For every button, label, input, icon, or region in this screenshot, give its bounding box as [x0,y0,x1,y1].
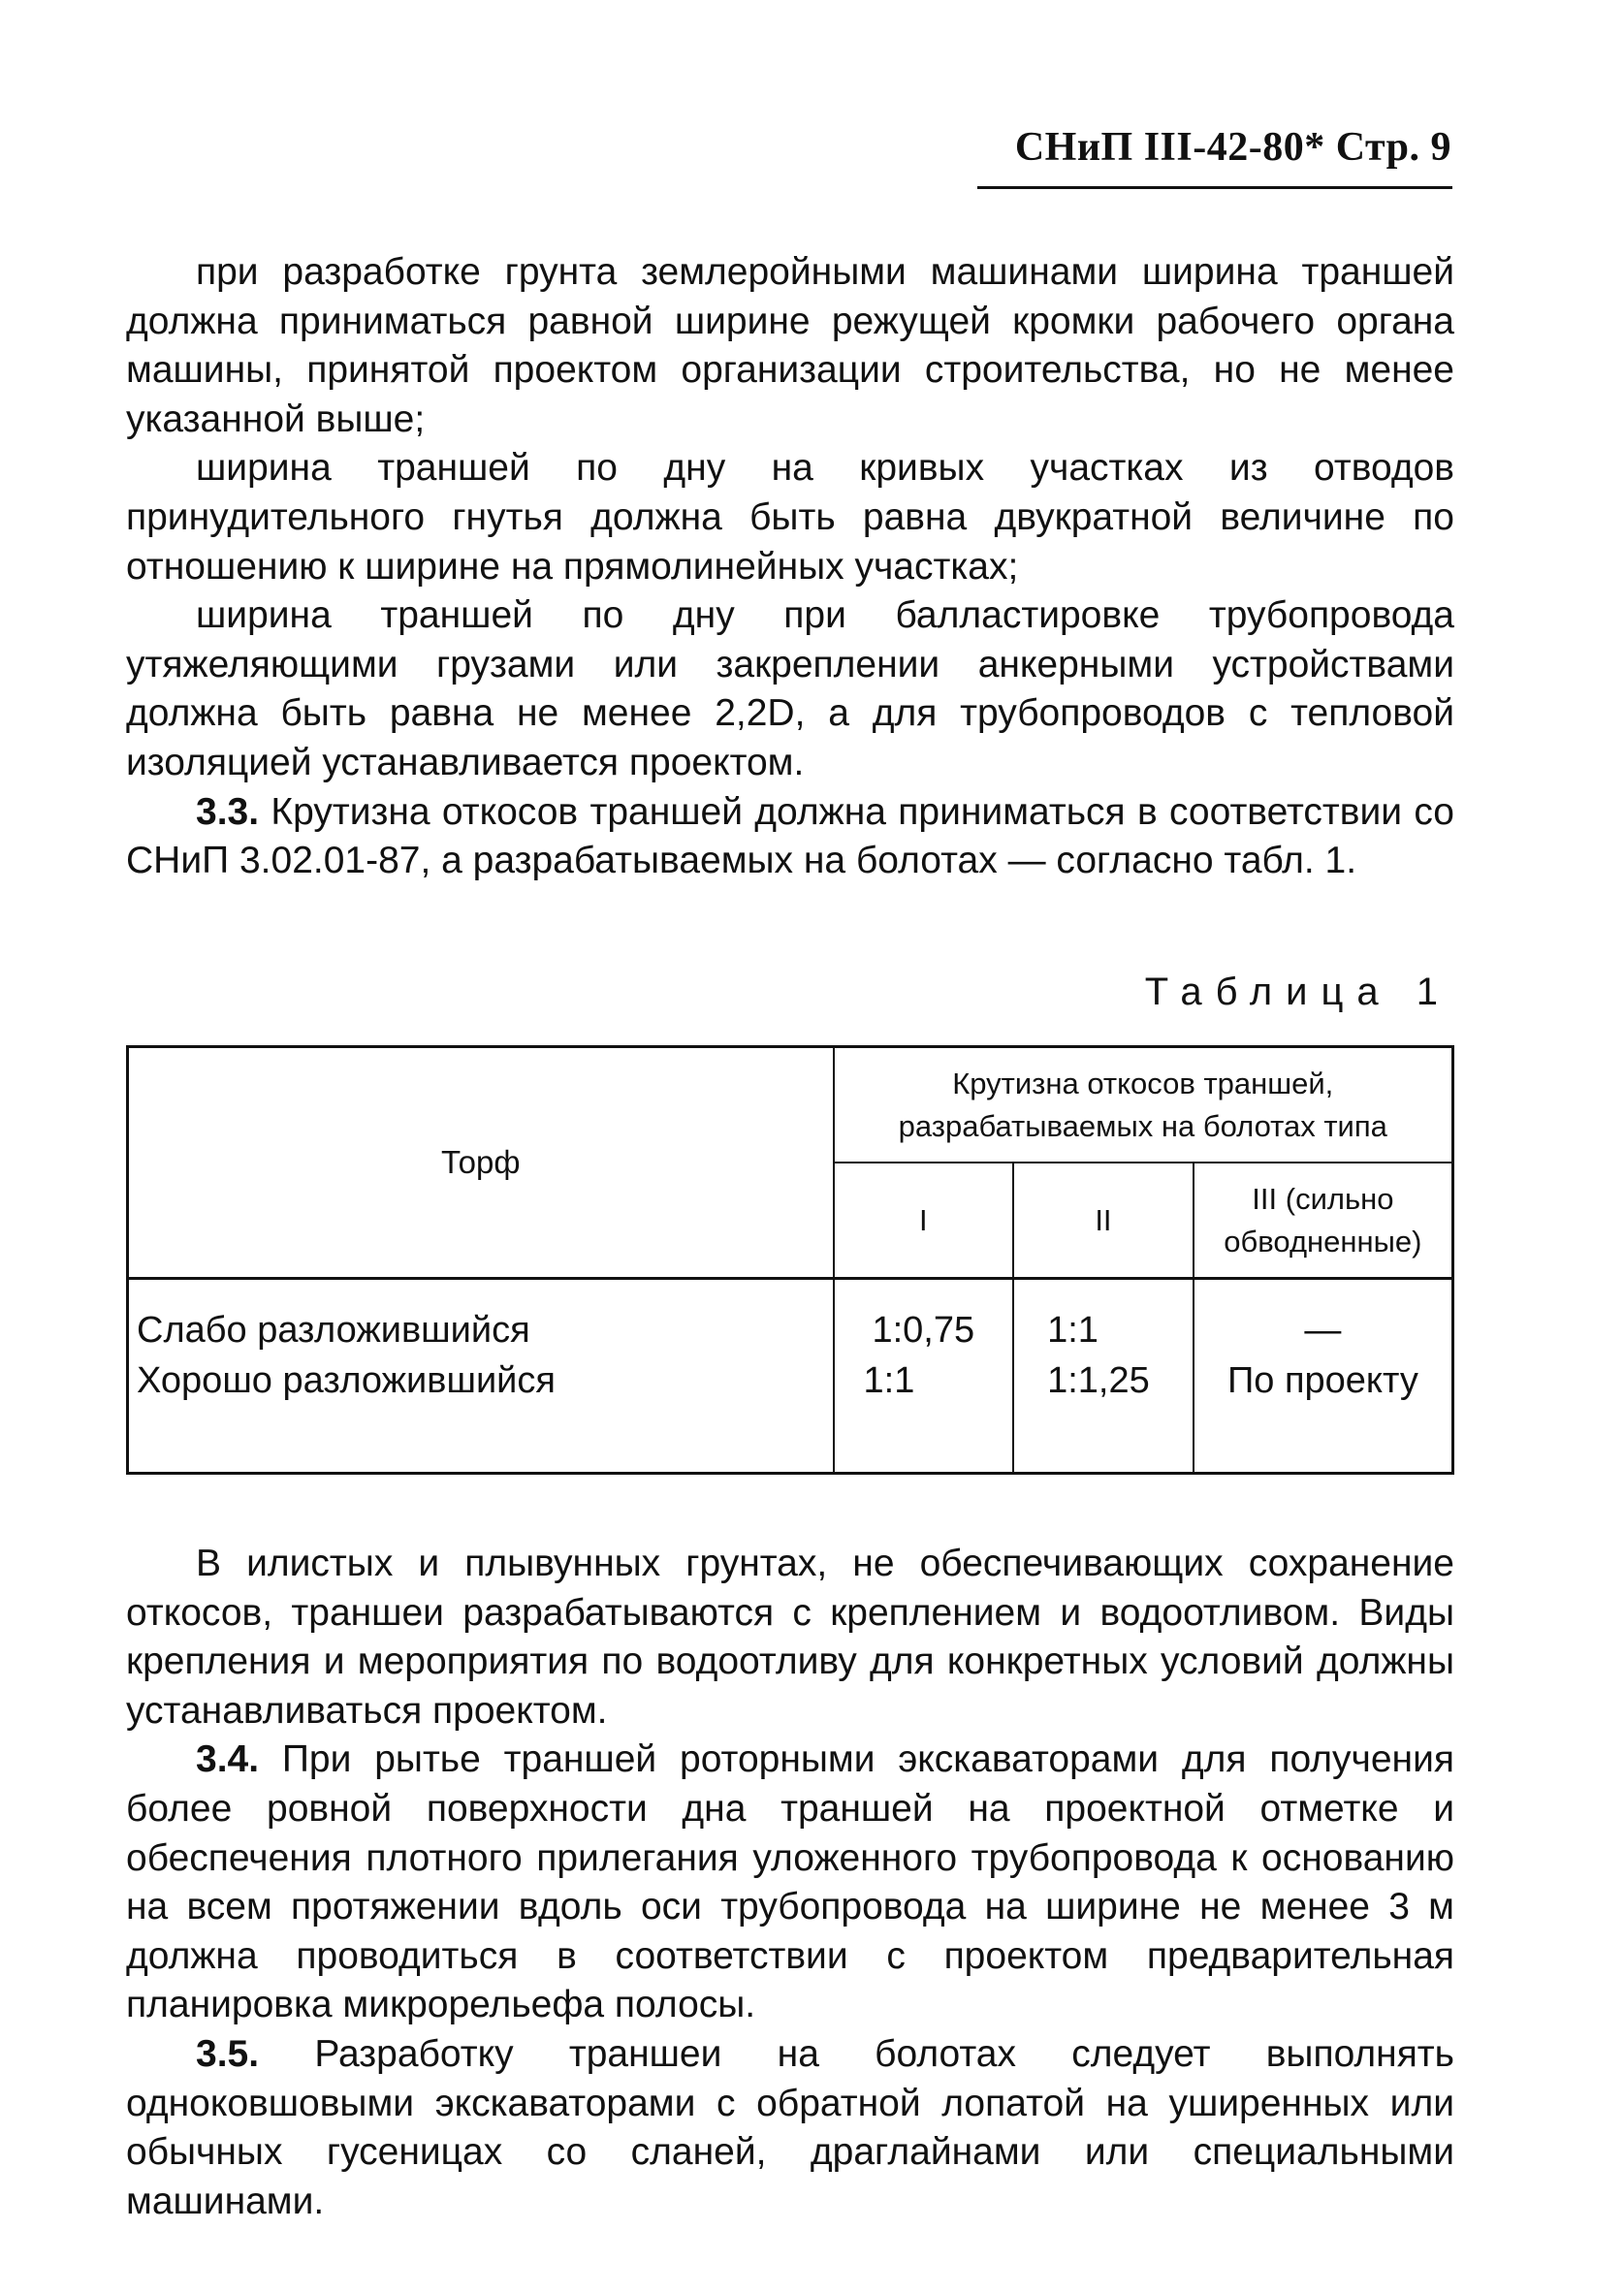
paragraph-3-3 [126,788,1454,886]
cell-type-2 [1013,1279,1194,1474]
paragraph-3-5 [126,2030,1454,2226]
header-type-1: I [834,1163,1014,1279]
paragraph-silty-soils: В илистых и плывунных грунтах, не обеспечивающих сохранение откосов, траншеи разрабатываются с креплением и водоотливом. Виды крепления и мероприятия по водоотливу для конкретных условий должны устанавливаться проектом. [126,1543,1454,1732]
cell-type-3-row-1: — [1304,1310,1342,1351]
header-rule [977,186,1452,189]
paragraph-excavation-width: при разработке грунта землеройными машинами ширина траншей должна приниматься равной ширине режущей кромки рабочего органа машины, принятой проектом организации строительства, но не менее указанной выше; [126,251,1454,440]
clause-number-3-3: 3.3. [196,790,260,833]
header-slope-group: Крутизна откосов траншей, разрабатываемых на болотах типа [834,1047,1453,1163]
cell-type-1 [834,1279,1014,1474]
cell-type-2-row-1: 1:1 [1047,1310,1099,1351]
clause-number-3-4: 3.4. [196,1738,260,1781]
paragraph-ballast-width: ширина траншей по дну при балластировке трубопровода утяжеляющими грузами или закреплении анкерными устройствами должна быть равна не менее 2,2D, а для трубопроводов с тепловой изоляцией устанавливается проектом. [126,594,1454,783]
text-block-top [126,248,1454,886]
header-type-3: III (сильно обводненные) [1194,1163,1453,1279]
table-row [128,1279,1453,1474]
clause-text-3-4: При рытье траншей роторными экскаваторами для получения более ровной поверхности дна траншей на проектной отметке и обеспечения плотного прилегания уложенного трубопровода к основанию на всем протяжении вдоль оси трубопровода на ширине не менее 3 м должна проводиться в соответствии с проектом предварительная планировка микрорельефа полосы. [126,1738,1454,2026]
paragraph-curve-width: ширина траншей по дну на кривых участках из отводов принудительного гнутья должна быть равна двукратной величине по отношению к ширине на прямолинейных участках; [126,447,1454,588]
cell-type-3-row-2: По проекту [1226,1360,1418,1401]
slope-table [126,1045,1454,1475]
page-header: СНиП III-42-80* Стр. 9 [1014,125,1451,170]
header-torf: Торф [128,1047,834,1279]
clause-text-3-3: Крутизна откосов траншей должна приниматься в соответствии со СНиП 3.02.01-87, а разрабатываемых на болотах — согласно табл. 1. [126,790,1454,882]
cell-torf-row-2: Хорошо разложившийся [137,1360,556,1401]
cell-type-1-row-1: 1:0,75 [872,1310,975,1351]
clause-text-3-5: Разработку траншеи на болотах следует выполнять одноковшовыми экскаваторами с обратной лопатой на уширенных или обычных гусеницах со сланей, драглайнами или специальными машинами. [126,2032,1454,2222]
paragraph-3-4 [126,1736,1454,2030]
cell-torf [128,1279,834,1474]
table-caption: Таблица 1 [1144,971,1451,1013]
clause-number-3-5: 3.5. [196,2032,260,2075]
header-type-2: II [1013,1163,1194,1279]
cell-type-3 [1194,1279,1453,1474]
cell-type-2-row-2: 1:1,25 [1047,1360,1150,1401]
cell-torf-row-1: Слабо разложившийся [137,1310,530,1351]
text-block-bottom [126,1540,1454,2226]
cell-type-1-row-2: 1:1 [863,1360,915,1401]
